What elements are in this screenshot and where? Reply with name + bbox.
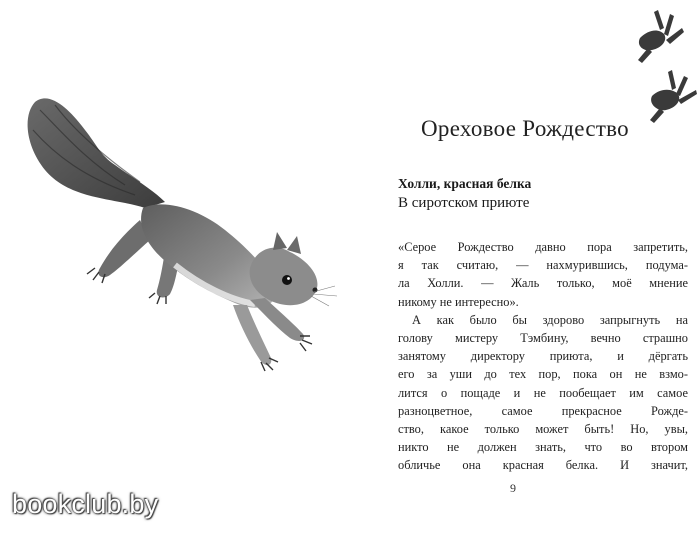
chapter-subtitle-location: В сиротском приюте xyxy=(398,195,530,211)
text-line: никому не интересно». xyxy=(398,294,519,309)
chapter-body-text xyxy=(398,238,688,475)
text-line: его за уши до тех пор, пока он не взмо- xyxy=(398,367,688,382)
text-line: А как было бы здорово запрыгнуть на xyxy=(412,312,688,327)
text-line: я так считаю, — нахмурившись, подума- xyxy=(398,258,688,273)
squirrel-illustration xyxy=(15,90,345,390)
text-line: голову мистеру Тэмбину, вечно страшно xyxy=(398,331,688,346)
text-line: занятому директору приюта, и дёргать xyxy=(398,349,688,364)
chapter-title: Ореховое Рождество xyxy=(421,116,629,141)
text-line: никто не должен знать, что во втором xyxy=(398,440,688,455)
text-line: лится о пощаде и не пообещает им самое xyxy=(398,385,688,400)
text-line: ство, какое только может быть! Но, увы, xyxy=(398,422,688,437)
page-number: 9 xyxy=(510,481,516,495)
right-page xyxy=(350,0,700,536)
text-line: ла Холли. — Жаль только, моё мнение xyxy=(398,276,688,291)
chapter-subtitle-character: Холли, красная белка xyxy=(398,176,532,191)
text-line: обличье она красная белка. И значит, xyxy=(398,458,688,473)
text-line: разноцветное, самое прекрасное Рожде- xyxy=(398,403,688,418)
watermark: bookclub.by xyxy=(12,489,159,519)
text-line: «Серое Рождество давно пора запретить, xyxy=(398,240,688,254)
